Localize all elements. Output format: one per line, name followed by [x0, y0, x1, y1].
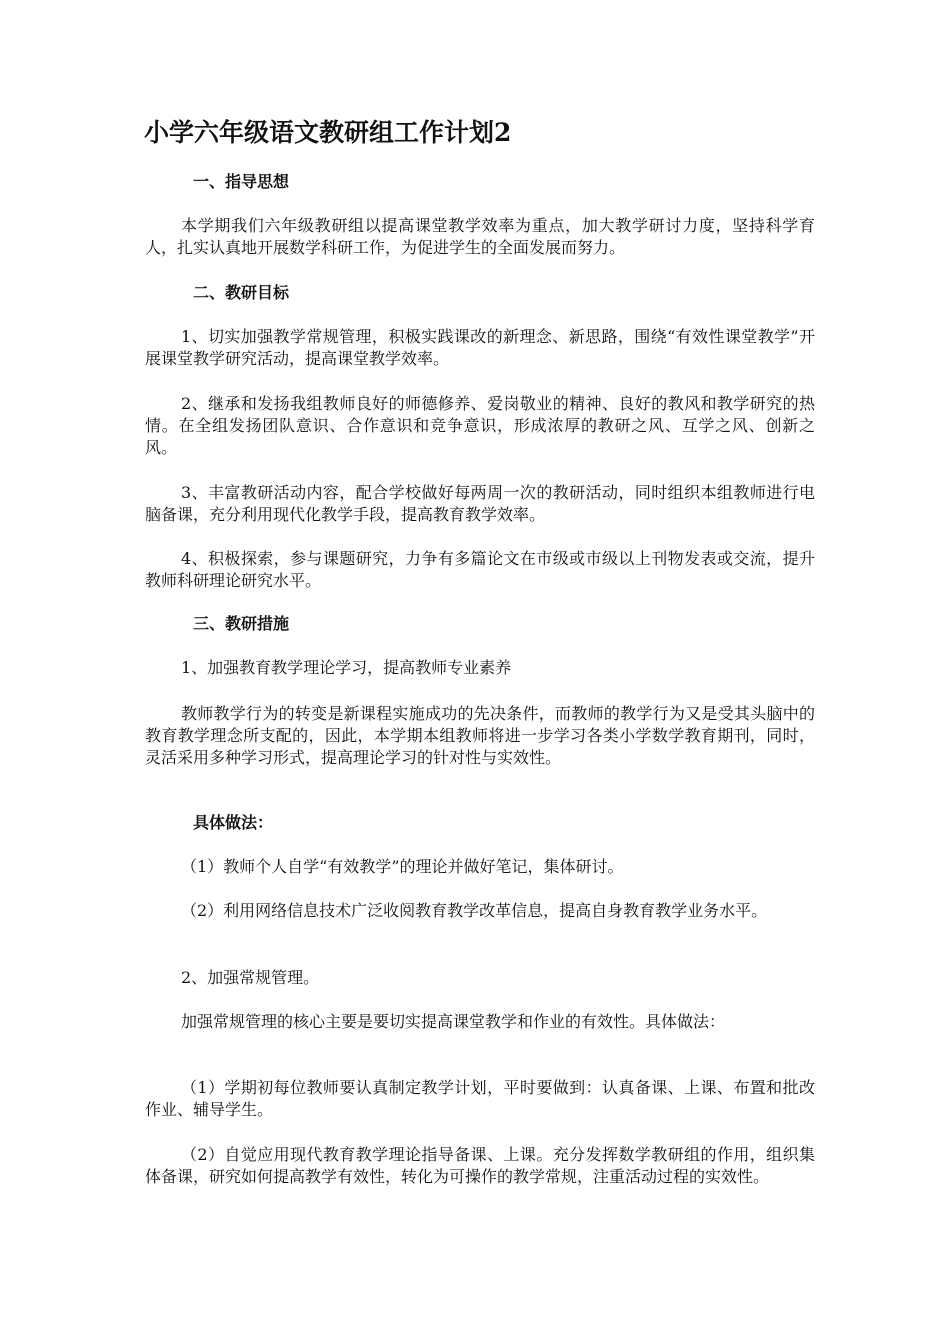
- method-item-2: （2）利用网络信息技术广泛收阅教育教学改革信息，提高自身教育教学业务水平。: [181, 901, 768, 920]
- routine-item-1: （1）学期初每位教师要认真制定教学计划，平时要做到：认真备课、上课、布置和批改作业、辅导学生。: [145, 1078, 815, 1119]
- measure-item-1: 1、加强教育教学理论学习，提高教师专业素养: [181, 658, 512, 677]
- page-title: 小学六年级语文教研组工作计划2: [144, 118, 512, 147]
- section-heading-research-measures: 三、教研措施: [193, 614, 290, 633]
- paragraph-goal-4: 4、积极探索，参与课题研究，力争有多篇论文在市级或市级以上刊物发表或交流，提升教师科研理论研究水平。: [145, 549, 815, 590]
- paragraph-goal-2: 2、继承和发扬我组教师良好的师德修养、爱岗敬业的精神、良好的教风和教学研究的热情。在全组发扬团队意识、合作意识和竞争意识，形成浓厚的教研之风、互学之风、创新之风。: [145, 394, 815, 457]
- method-item-1: （1）教师个人自学“有效教学”的理论并做好笔记，集体研讨。: [181, 857, 624, 876]
- paragraph-goal-3: 3、丰富教研活动内容，配合学校做好每两周一次的教研活动，同时组织本组教师进行电脑备课，充分利用现代化教学手段，提高教育教学效率。: [145, 483, 815, 524]
- paragraph-guiding-ideology: 本学期我们六年级教研组以提高课堂教学效率为重点，加大教学研讨力度，坚持科学育人，扎实认真地开展数学科研工作，为促进学生的全面发展而努力。: [145, 216, 815, 257]
- routine-item-2: （2）自觉应用现代教育教学理论指导备课、上课。充分发挥数学教研组的作用，组织集体备课，研究如何提高教学有效性，转化为可操作的教学常规，注重活动过程的实效性。: [145, 1145, 815, 1186]
- measure-item-2: 2、加强常规管理。: [181, 968, 320, 987]
- paragraph-goal-1: 1、切实加强教学常规管理，积极实践课改的新理念、新思路，围绕“有效性课堂教学”开展课堂教学研究活动，提高课堂教学效率。: [145, 327, 815, 368]
- section-heading-guiding-ideology: 一、指导思想: [193, 172, 290, 191]
- method-heading: 具体做法：: [193, 813, 274, 832]
- paragraph-measure-1: 教师教学行为的转变是新课程实施成功的先决条件，而教师的教学行为又是受其头脑中的教育教学理念所支配的，因此，本学期本组教师将进一步学习各类小学数学教育期刊，同时，灵活采用多种学习形式，提高理论学习的针对性与实效性。: [145, 704, 815, 767]
- section-heading-research-goals: 二、教研目标: [193, 283, 290, 302]
- paragraph-measure-2: 加强常规管理的核心主要是要切实提高课堂教学和作业的有效性。具体做法：: [181, 1012, 726, 1031]
